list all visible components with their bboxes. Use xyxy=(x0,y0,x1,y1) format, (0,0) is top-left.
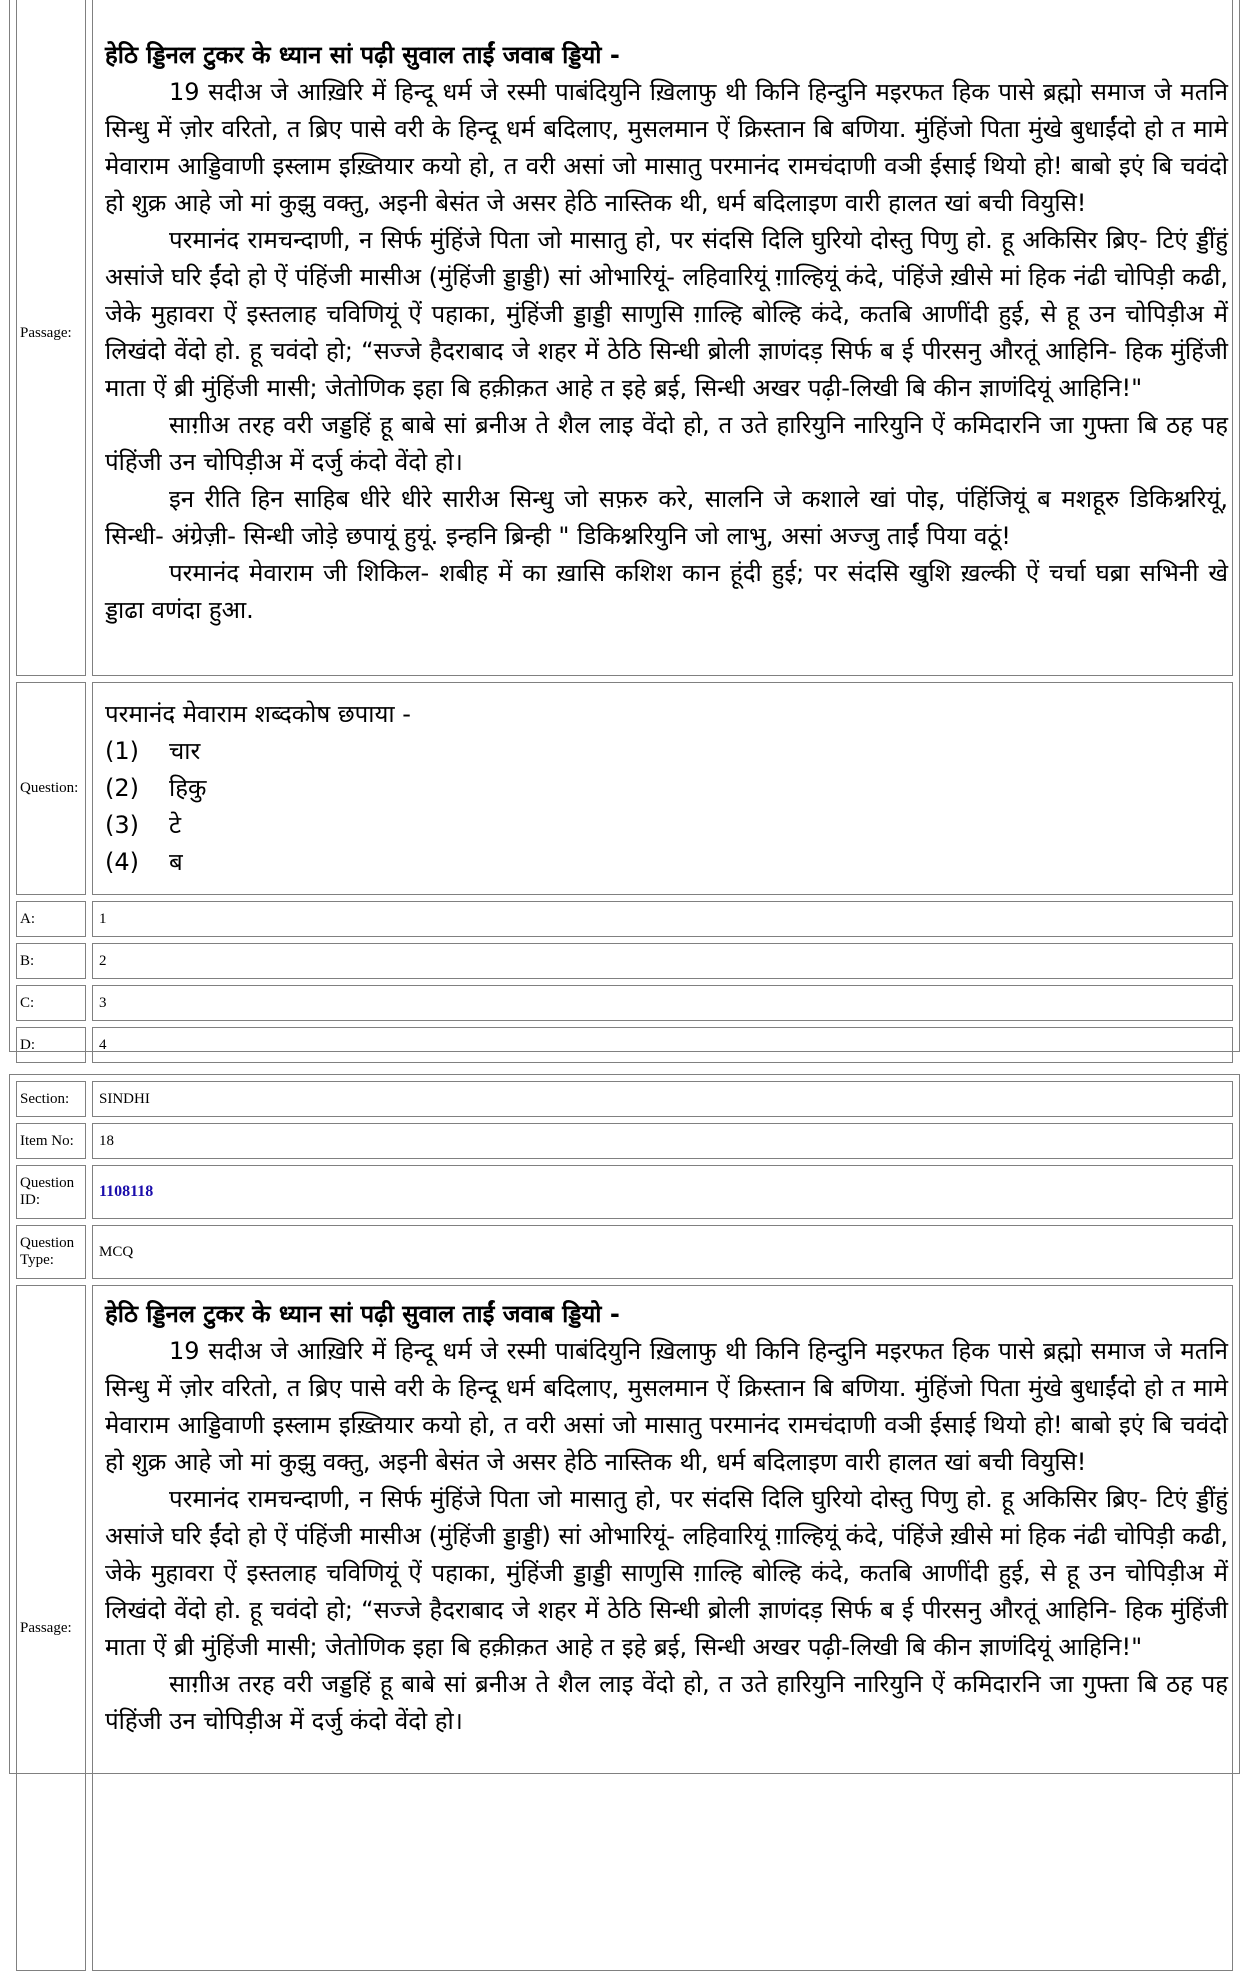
section-label: Section: xyxy=(16,1081,86,1117)
option-number: (1) xyxy=(105,737,139,765)
question-type-row xyxy=(16,1225,1233,1279)
option-item xyxy=(105,844,1228,881)
passage-heading: हेठि ड्डिनल टुकर के ध्यान सां पढ़ी सुवाल ताईं जवाब ड्डियो - xyxy=(105,1300,620,1328)
passage-paragraph: साग़ीअ तरह वरी जड्डहिं हू बाबे सां ब्रनीअ ते शैल लाइ वेंदो हो, त उते हारियुनि नारियुनि ऐं कमिदारनि जा गुफ्ता बि ठह पह पंहिंजी उन चोपिड़ीअ में दर्जु कंदो वेंदो हो। xyxy=(105,1670,1228,1735)
answer-row xyxy=(16,1027,1233,1063)
passage-paragraph: 19 सदीअ जे आख़िरि में हिन्दू धर्म जे रस्मी पाबंदियुनि ख़िलाफु थी किनि हिन्दुनि मइरफत हिक पासे ब्रह्मो समाज जे मतनि सिन्धु में ज़ोर वरितो, त ब्रिए पासे वरी के हिन्दू धर्म बदिलाए, मुसलमान ऐं क्रिस्तान बि बणिया. मुंहिंजो पिता मुंखे बुधाईंदो हो त मामे मेवाराम आड्डिवाणी इस्लाम इख़्तियार कयो हो, त वरी असां जो मासातु परमानंद रामचंदाणी वञी ईसाई थियो हो! बाबो इएं बि चवंदो हो शुक्र आहे जो मां कुझु वक्तु, अइनी बेसंत जे असर हेठि नास्तिक थी, धर्म बदिलाइण वारी हालत खां बची वियुसि! xyxy=(105,1337,1228,1476)
passage-paragraph: साग़ीअ तरह वरी जड्डहिं हू बाबे सां ब्रनीअ ते शैल लाइ वेंदो हो, त उते हारियुनि नारियुनि ऐं कमिदारनि जा गुफ्ता बि ठह पह पंहिंजी उन चोपिड़ीअ में दर्जु कंदो वेंदो हो। xyxy=(105,411,1228,476)
section-row xyxy=(16,1081,1233,1117)
passage-label: Passage: xyxy=(16,1285,86,1971)
question-block-18 xyxy=(9,1074,1240,1774)
passage-paragraph: परमानंद मेवाराम जी शिकिल- शबीह में का ख़ासि कशिश कान हूंदी हुई; पर संदसि खुशि ख़ल्की ऐं चर्चा घब्रा सभिनी खे ड्डाढा वणंदा हुआ. xyxy=(105,559,1228,624)
question-id-row xyxy=(16,1165,1233,1219)
option-number: (2) xyxy=(105,774,139,802)
option-number: (3) xyxy=(105,811,139,839)
passage-row xyxy=(16,1285,1233,1971)
answer-value: 4 xyxy=(92,1027,1233,1063)
question-table xyxy=(10,1075,1239,1977)
question-label: Question: xyxy=(16,682,86,895)
question-type-value: MCQ xyxy=(92,1225,1233,1279)
question-block-17 xyxy=(9,0,1240,1052)
option-text: ब xyxy=(169,848,183,876)
option-item xyxy=(105,733,1228,770)
question-id-link[interactable]: 1108118 xyxy=(99,1183,154,1200)
option-text: टे xyxy=(169,811,182,839)
passage-label: Passage: xyxy=(16,0,86,676)
passage-row xyxy=(16,0,1233,676)
answer-label: B: xyxy=(16,943,86,979)
option-text: हिकु xyxy=(169,774,207,802)
item-value: 18 xyxy=(92,1123,1233,1159)
question-id-cell xyxy=(92,1165,1233,1219)
item-row xyxy=(16,1123,1233,1159)
passage-paragraph: इन रीति हिन साहिब धीरे धीरे सारीअ सिन्धु जो सफ़रु करे, सालनि जे कशाले खां पोइ, पंहिंजियूं ब मशहूरु डिकिश्नरियूं, सिन्धी- अंग्रेज़ी- सिन्धी जोड़े छपायूं हुयूं. इन्हनि ब्रिन्ही " डिकिश्नरियुनि जो लाभु, असां अज्जु ताईं पिया वठूं! xyxy=(105,485,1228,550)
option-item xyxy=(105,807,1228,844)
question-text xyxy=(92,682,1233,895)
section-value: SINDHI xyxy=(92,1081,1233,1117)
answer-row xyxy=(16,985,1233,1021)
answer-value: 3 xyxy=(92,985,1233,1021)
answer-value: 2 xyxy=(92,943,1233,979)
question-row xyxy=(16,682,1233,895)
answer-label: C: xyxy=(16,985,86,1021)
answer-label: D: xyxy=(16,1027,86,1063)
passage-paragraph: परमानंद रामचन्दाणी, न सिर्फ मुंहिंजे पिता जो मासातु हो, पर संदसि दिलि घुरियो दोस्तु पिणु हो. हू अकिसिर ब्रिए- टिएं ड्डींहुं असांजे घरि ईंदो हो ऐं पंहिंजी मासीअ (मुंहिंजी ड्डाड्डी) सां ओभारियूं- लहिवारियूं ग़ाल्हियूं कंदे, पंहिंजे ख़ीसे मां हिक नंढी चोपिड़ी कढी, जेके मुहावरा ऐं इस्तलाह चविणियूं ऐं पहाका, मुंहिंजी ड्डाड्डी साणुसि ग़ाल्हि बोल्हि कंदे, कतबि आणींदी हुई, से हू उन चोपिड़ीअ में लिखंदो वेंदो हो. हू चवंदो हो; “सज्जे हैदराबाद जे शहर में ठेठि सिन्धी ब्रोली ज्ञाणंदड़ सिर्फ ब ई पीरसनु औरतूं आहिनि- हिक मुंहिंजी माता ऐं ब्री मुंहिंजी मासी; जेतोणिक इहा बि हक़ीक़त आहे त इहे ब्रई, सिन्धी अखर पढ़ी-लिखी बि कीन ज्ञाणंदियूं आहिनि!" xyxy=(105,226,1228,402)
answer-row xyxy=(16,943,1233,979)
question-id-label: Question ID: xyxy=(16,1165,86,1219)
passage-paragraph: 19 सदीअ जे आख़िरि में हिन्दू धर्म जे रस्मी पाबंदियुनि ख़िलाफु थी किनि हिन्दुनि मइरफत हिक पासे ब्रह्मो समाज जे मतनि सिन्धु में ज़ोर वरितो, त ब्रिए पासे वरी के हिन्दू धर्म बदिलाए, मुसलमान ऐं क्रिस्तान बि बणिया. मुंहिंजो पिता मुंखे बुधाईंदो हो त मामे मेवाराम आड्डिवाणी इस्लाम इख़्तियार कयो हो, त वरी असां जो मासातु परमानंद रामचंदाणी वञी ईसाई थियो हो! बाबो इएं बि चवंदो हो शुक्र आहे जो मां कुझु वक्तु, अइनी बेसंत जे असर हेठि नास्तिक थी, धर्म बदिलाइण वारी हालत खां बची वियुसि! xyxy=(105,78,1228,217)
question-table xyxy=(10,0,1239,1069)
passage-paragraph: परमानंद रामचन्दाणी, न सिर्फ मुंहिंजे पिता जो मासातु हो, पर संदसि दिलि घुरियो दोस्तु पिणु हो. हू अकिसिर ब्रिए- टिएं ड्डींहुं असांजे घरि ईंदो हो ऐं पंहिंजी मासीअ (मुंहिंजी ड्डाड्डी) सां ओभारियूं- लहिवारियूं ग़ाल्हियूं कंदे, पंहिंजे ख़ीसे मां हिक नंढी चोपिड़ी कढी, जेके मुहावरा ऐं इस्तलाह चविणियूं ऐं पहाका, मुंहिंजी ड्डाड्डी साणुसि ग़ाल्हि बोल्हि कंदे, कतबि आणींदी हुई, से हू उन चोपिड़ीअ में लिखंदो वेंदो हो. हू चवंदो हो; “सज्जे हैदराबाद जे शहर में ठेठि सिन्धी ब्रोली ज्ञाणंदड़ सिर्फ ब ई पीरसनु औरतूं आहिनि- हिक मुंहिंजी माता ऐं ब्री मुंहिंजी मासी; जेतोणिक इहा बि हक़ीक़त आहे त इहे ब्रई, सिन्धी अखर पढ़ी-लिखी बि कीन ज्ञाणंदियूं आहिनि!" xyxy=(105,1485,1228,1661)
answer-row xyxy=(16,901,1233,937)
option-number: (4) xyxy=(105,848,139,876)
option-text: चार xyxy=(169,737,201,765)
item-label: Item No: xyxy=(16,1123,86,1159)
option-item xyxy=(105,770,1228,807)
answer-value: 1 xyxy=(92,901,1233,937)
passage-text xyxy=(92,1285,1233,1971)
passage-text xyxy=(92,0,1233,676)
question-type-label: Question Type: xyxy=(16,1225,86,1279)
passage-heading: हेठि ड्डिनल टुकर के ध्यान सां पढ़ी सुवाल ताईं जवाब ड्डियो - xyxy=(105,41,620,69)
answer-label: A: xyxy=(16,901,86,937)
question-stem: परमानंद मेवाराम शब्दकोष छपाया - xyxy=(105,700,411,728)
